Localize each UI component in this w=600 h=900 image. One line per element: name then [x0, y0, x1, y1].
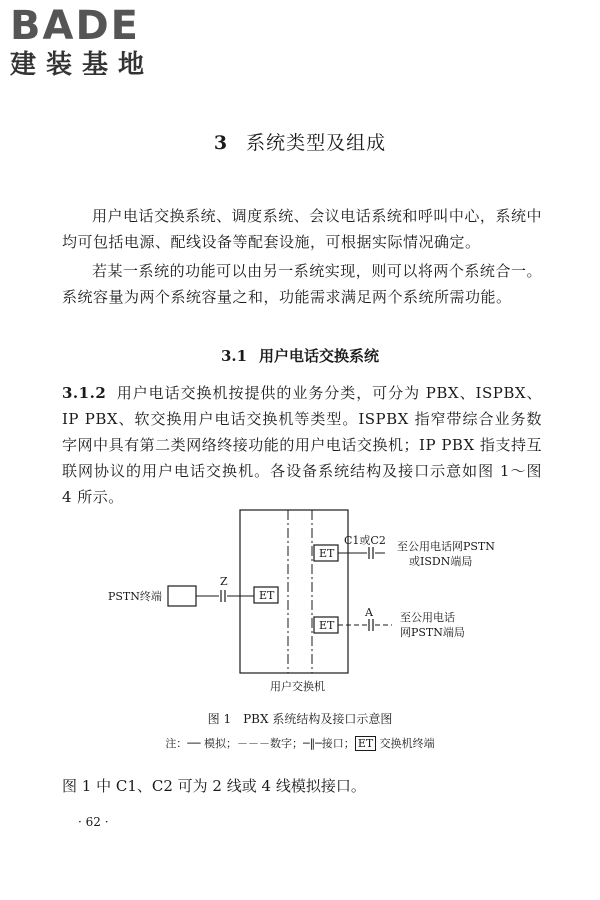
pbx-label: 用户交换机 [270, 680, 325, 693]
after-figure-text: 图 1 中 C1、C2 可为 2 线或 4 线模拟接口。 [62, 777, 366, 795]
pbx-box [240, 510, 348, 673]
interface-z-label: Z [220, 575, 228, 588]
pstn-terminal-box [168, 586, 196, 606]
et-label-bottom: ET [319, 619, 335, 632]
note-prefix: 注：── 模拟；－－－数字；─‖─接口； [165, 737, 355, 750]
intro-paragraph-2: 若某一系统的功能可以由另一系统实现，则可以将两个系统合一。系统容量为两个系统容量之和，功能需求满足两个系统所需功能。 [62, 262, 542, 306]
note-et-box: ET [355, 736, 376, 751]
chapter-number: 3 [213, 132, 229, 154]
figure-caption: 图 1 PBX 系统结构及接口示意图 [207, 712, 393, 726]
pstn-terminal-label: PSTN终端 [108, 590, 162, 603]
dest-top-line-2: 或ISDN端局 [409, 555, 473, 568]
clause-number: 3.1.2 [62, 384, 107, 402]
dest-bottom-line-1: 至公用电话 [400, 611, 455, 624]
chapter-title: 系统类型及组成 [246, 132, 387, 154]
page-number: · 62 · [78, 815, 109, 829]
intro-paragraph-1: 用户电话交换系统、调度系统、会议电话系统和呼叫中心，系统中均可包括电源、配线设备等配套设施，可根据实际情况确定。 [62, 207, 542, 251]
section-number: 3.1 [220, 347, 248, 365]
et-label-left: ET [259, 589, 275, 602]
note-suffix: 交换机终端 [376, 737, 435, 750]
section-title: 用户电话交换系统 [259, 347, 380, 365]
interface-a-label: A [365, 606, 373, 619]
interface-c-label: C1或C2 [344, 534, 386, 547]
clause-text: 用户电话交换机按提供的业务分类，可分为 PBX、ISPBX、IP PBX、软交换用户电话交换机等类型。ISPBX 指窄带综合业务数字网中具有第二类网络终接功能的用户电话交换机；IP PBX 指支持互联网协议的用户电话交换机。各设备系统结构及接口示意如图 1～图 4 所示。 [62, 384, 542, 506]
et-label-top: ET [319, 547, 335, 560]
logo-subtitle: 建装基地 [10, 50, 155, 80]
dest-top-line-1: 至公用电话网PSTN [397, 540, 495, 553]
dest-bottom-line-2: 网PSTN端局 [400, 626, 465, 639]
figure-note [0, 735, 600, 751]
logo-bade: BADE [10, 3, 140, 49]
